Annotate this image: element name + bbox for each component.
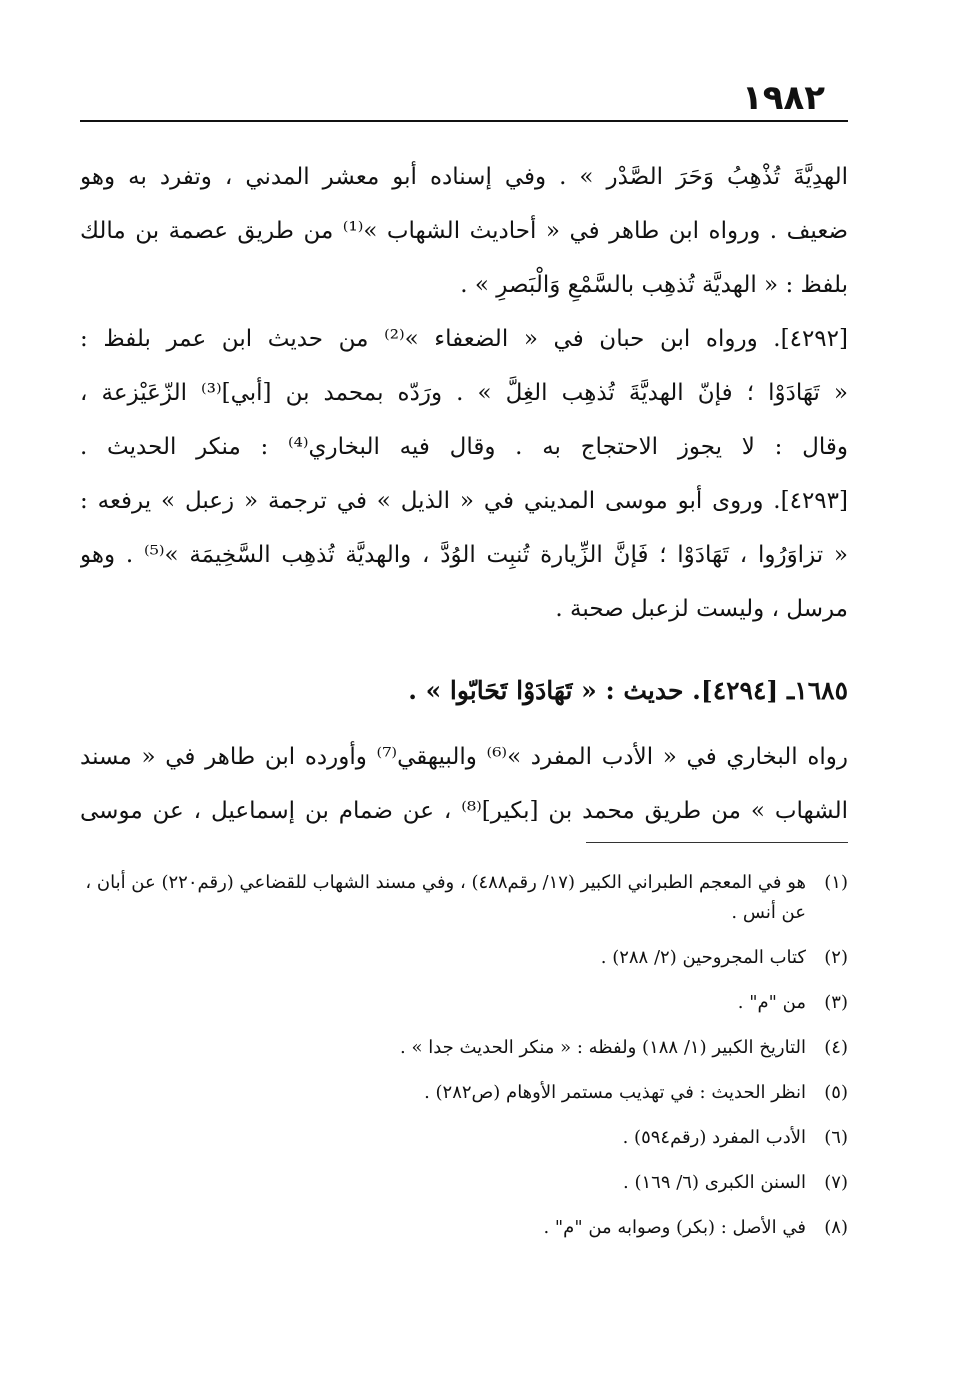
footnote-text: من "م" . [737,992,806,1013]
main-text [80,150,848,838]
text-line: « تزاوَرُوا ، تَهَادَوْا ؛ فَإنَّ الزِّيارة تُنبِت الوُدَّ ، والهديَّة تُذهِب السَّخِيمَة »⁽⁵⁾ . وهو [80,542,848,568]
footnote-number: (٢) [824,947,848,968]
text-line: مرسل ، وليست لزعبل صحبة . [555,596,848,622]
footnote-number: (٧) [824,1172,848,1193]
footnote-number: (٥) [824,1082,848,1103]
footnotes [80,868,848,1258]
footnote-item [80,943,848,973]
footnote-number: (٦) [824,1127,848,1148]
footnote-text: في الأصل : (بكر) وصوابه من "م" . [543,1217,806,1238]
page-number: ١٩٨٢ [741,78,825,118]
footnote-text: انظر الحديث : في تهذيب مستمر الأوهام (ص٢٨٢) . [424,1082,806,1103]
text-line: بلفظ : « الهديَّة تُذهِب بالسَّمْعِ وَالْبَصرِ » . [460,272,848,298]
footnote-number: (٣) [824,992,848,1013]
text-line: « تَهَادَوْا ؛ فإنّ الهديَّةَ تُذهِب الغِلَّ » . ورَدّه بمحمد بن [أبي]⁽³⁾ الزّعَيْزعة ، [80,380,848,406]
footnote-item [80,1033,848,1063]
footnote-item [80,1168,848,1198]
footnote-item [80,1078,848,1108]
footnote-number: (٤) [824,1037,848,1058]
footnote-text: كتاب المجروحين (٢/ ٢٨٨) . [600,947,806,968]
footnote-separator [586,842,848,843]
footnote-item [80,988,848,1018]
text-line: الهدِيَّةَ تُذْهِبُ وَحَرَ الصَّدْر » . وفي إسناده أبو معشر المدني ، وتفرد به وهو [80,164,848,190]
text-line: الشهاب » من طريق محمد بن [بكير]⁽⁸⁾ ، عن ضمام بن إسماعيل ، عن موسى [80,798,848,824]
footnote-item [80,868,848,928]
footnote-text: الأدب المفرد (رقم٥٩٤) . [622,1127,806,1148]
footnote-text: التاريخ الكبير (١/ ١٨٨) ولفظه : « منكر الحديث جدا » . [400,1037,806,1058]
text-line: ضعيف . ورواه ابن طاهر في « أحاديث الشهاب »⁽¹⁾ من طريق عصمة بن مالك [80,218,848,244]
footnote-item [80,1123,848,1153]
footnote-text: السنن الكبرى (٦/ ١٦٩) . [623,1172,806,1193]
hadith-heading: ١٦٨٥ـ [٤٢٩٤]. حديث : « تَهَادَوْا تَحَابّوا » . [408,676,848,705]
text-line: رواه البخاري في « الأدب المفرد »⁽⁶⁾ والبيهقي⁽⁷⁾ وأورده ابن طاهر في « مسند [80,744,848,770]
footnote-number: (١) [824,872,848,893]
footnote-number: (٨) [824,1217,848,1238]
header-rule [80,120,848,122]
text-line: وقال : لا يجوز الاحتجاج به . وقال فيه البخاري⁽⁴⁾ : منكر الحديث . [80,434,848,460]
text-line: [٤٢٩٣]. وروى أبو موسى المديني في « الذيل » في ترجمة « زعبل » يرفعه : [80,488,848,514]
text-line: [٤٢٩٢]. ورواه ابن حبان في « الضعفاء »⁽²⁾ من حديث ابن عمر بلفظ : [80,326,848,352]
footnote-text: هو في المعجم الطبراني الكبير (١٧/ رقم٤٨٨) ، وفي مسند الشهاب للقضاعي (رقم٢٢٠) عن أبان ، عن أنس . [85,872,806,923]
footnote-item [80,1213,848,1243]
